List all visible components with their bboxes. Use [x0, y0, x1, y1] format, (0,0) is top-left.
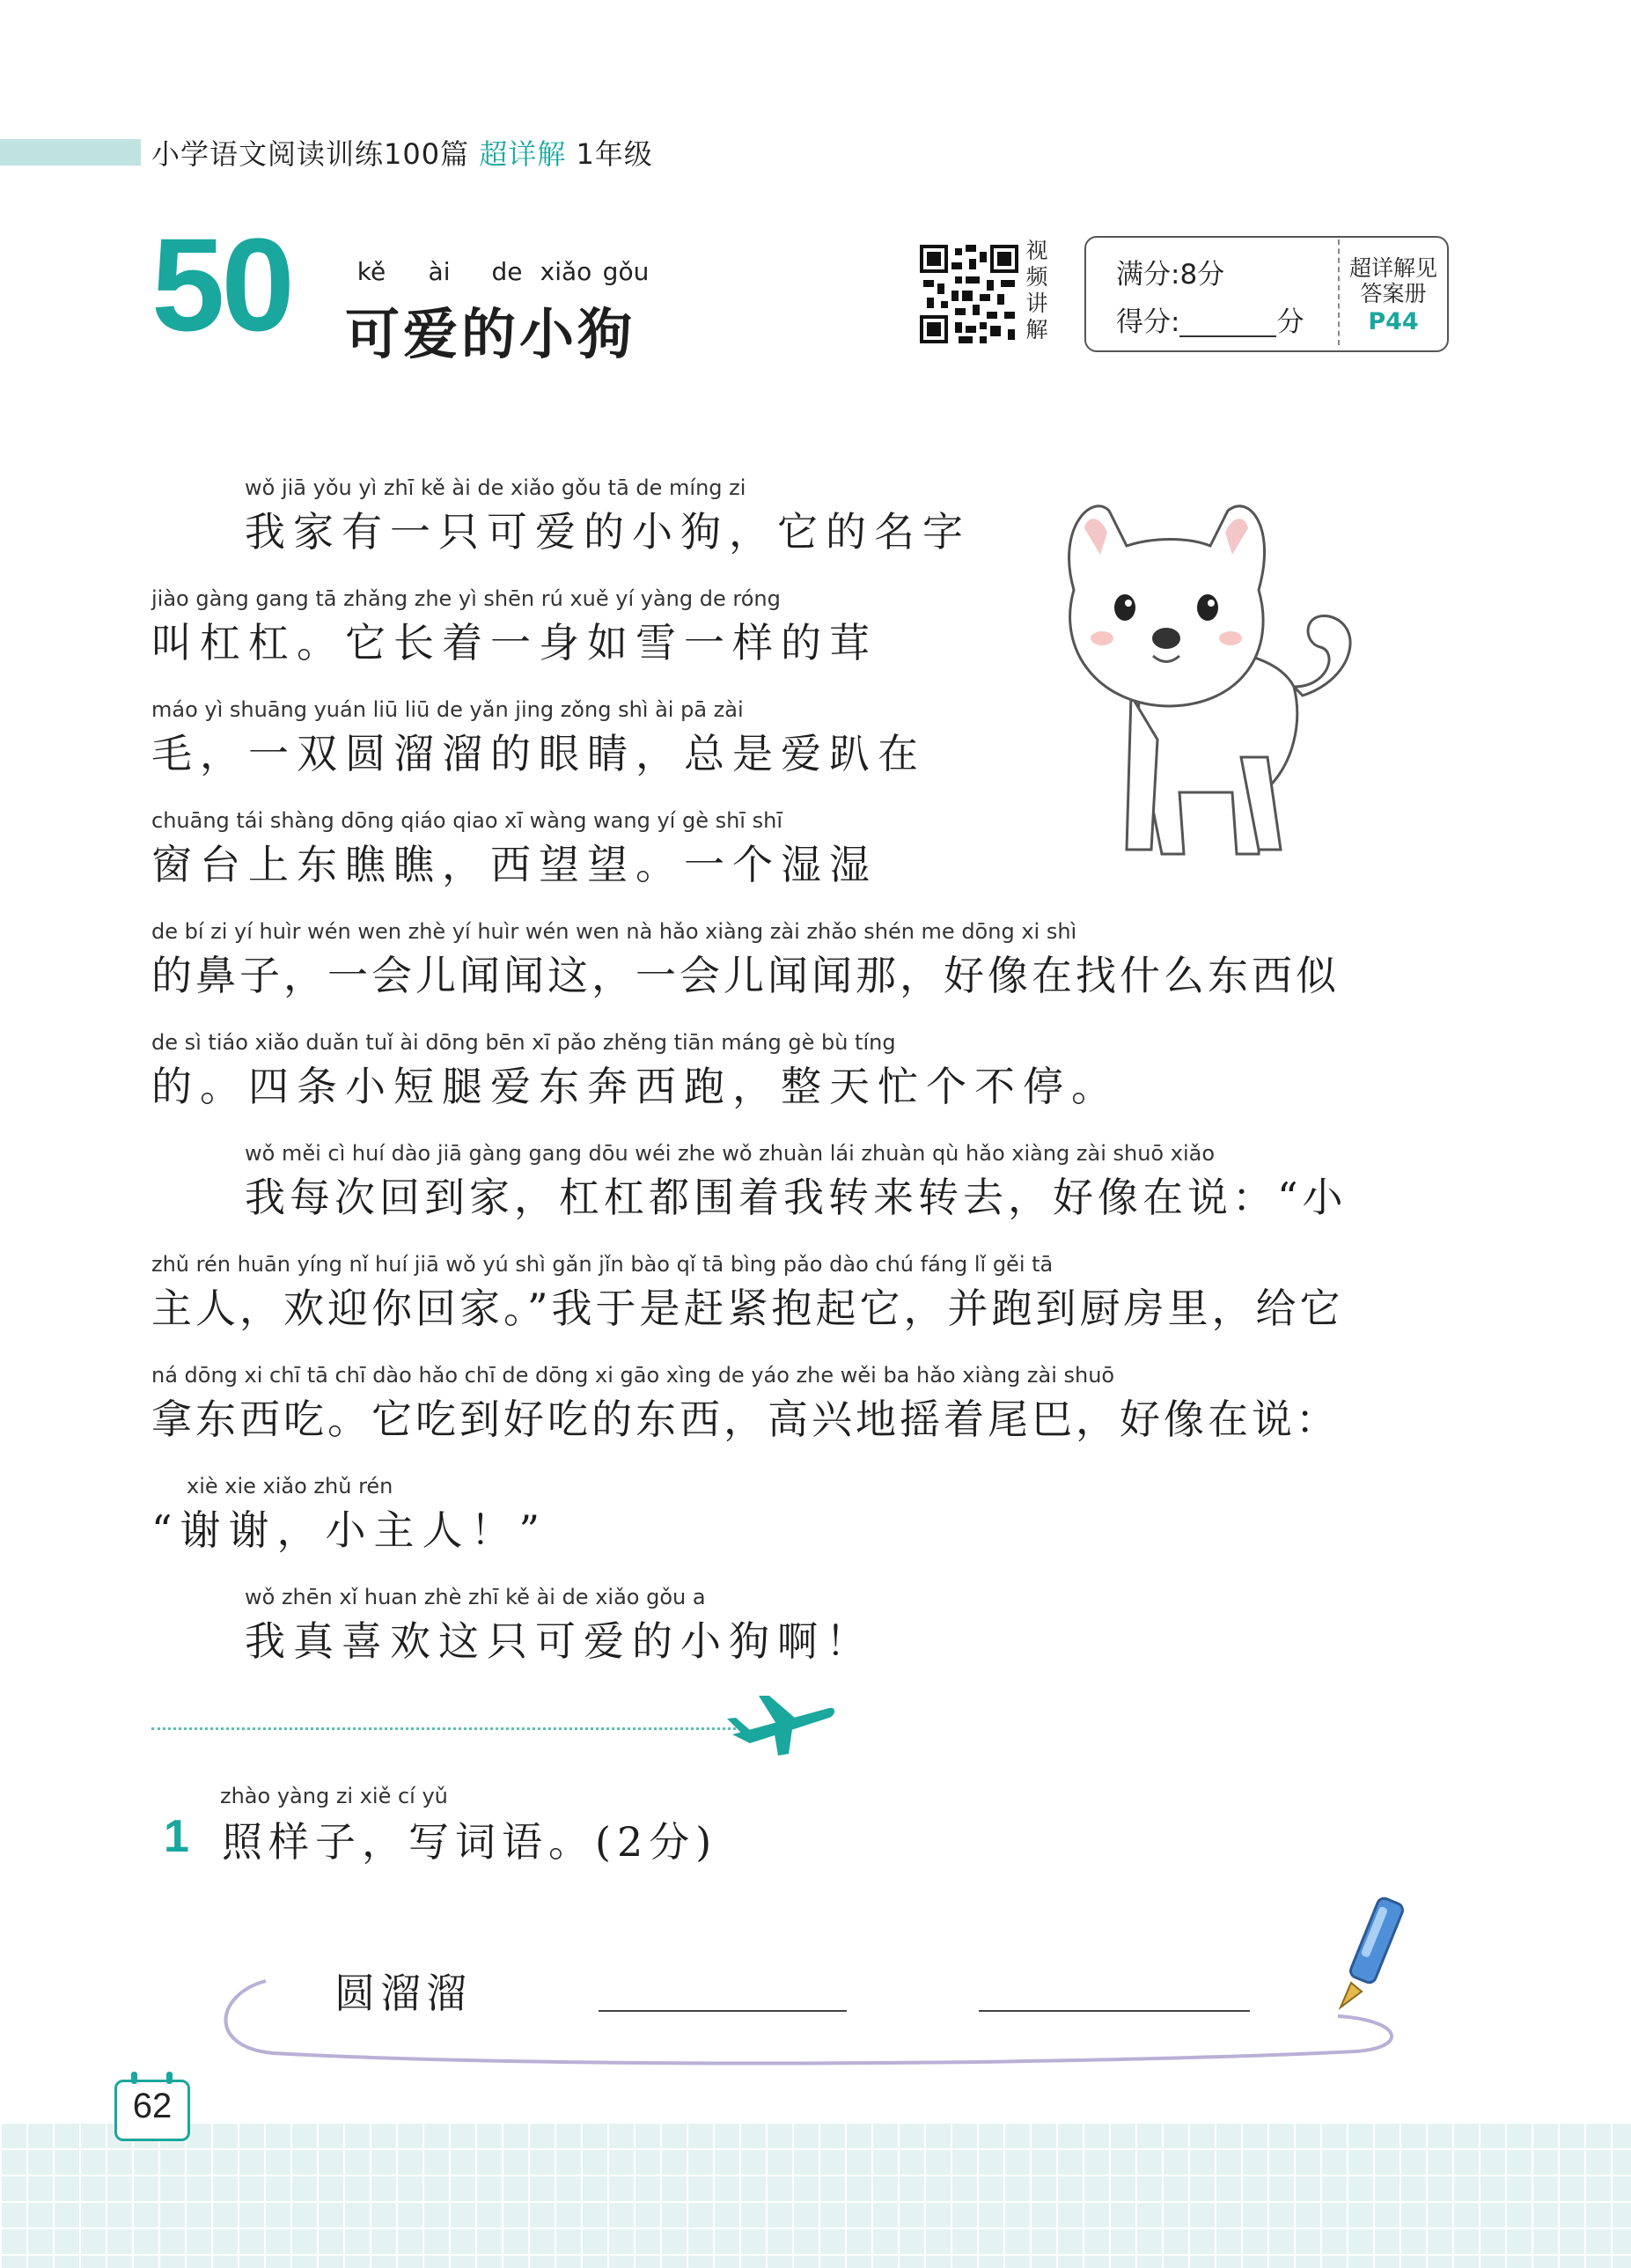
passage-line: ná dōng xi chī tā chī dào hǎo chī de dōng xi gāo xìng de yáo zhe wěi ba hǎo xiàng zài shuō 拿东西吃。它吃到好吃的东西，高兴地摇着尾巴，好像在说： [151, 1363, 1340, 1443]
passage-line: zhǔ rén huān yíng nǐ huí jiā wǒ yú shì gǎn jǐn bào qǐ tā bìng pǎo dào chú fáng lǐ gěi tā 主人，欢迎你回家。”我于是赶紧抱起它，并跑到厨房里，给它 [151, 1252, 1344, 1332]
page-number: 62 [132, 2087, 173, 2125]
qr-code-icon[interactable] [920, 245, 1018, 343]
question-text: 照样子，写词语。(2分) [222, 1818, 718, 1866]
series-title: 小学语文阅读训练100篇 超详解 1年级 [151, 137, 653, 171]
puppy-illustration [1039, 475, 1373, 880]
passage-line: xiè xie xiǎo zhǔ rén “谢谢，小主人！” [151, 1474, 548, 1554]
title-pinyin: kě ài de xiǎo gǒu [356, 257, 650, 286]
video-lecture-label: 视 频 讲 解 [1025, 238, 1048, 342]
answer-page: P44 [1368, 308, 1419, 335]
passage-line: wǒ jiā yǒu yì zhī kě ài de xiǎo gǒu tā de míng zi 我家有一只可爱的小狗，它的名字 [245, 475, 971, 556]
lesson-title: 可爱的小狗 [345, 302, 636, 366]
score-blank[interactable] [1179, 311, 1276, 337]
full-score: 满分:8分 [1116, 259, 1225, 291]
answer-hint: 超详解见答案册 [1348, 255, 1437, 306]
series-accent: 超详解 [479, 137, 567, 171]
grade-label: 1年级 [576, 137, 653, 171]
obtained-score: 得分: 分 [1116, 306, 1304, 338]
example-word: 圆溜溜 [334, 1970, 472, 2017]
question-pinyin: zhào yàng zi xiě cí yǔ [220, 1784, 448, 1808]
passage-line: de sì tiáo xiǎo duǎn tuǐ ài dōng bēn xī pǎo zhěng tiān máng gè bù tíng 的。四条小短腿爱东奔西跑，整天忙个不停。 [151, 1030, 1120, 1110]
passage-line: jiào gàng gang tā zhǎng zhe yì shēn rú xuě yí yàng de róng 叫杠杠。它长着一身如雪一样的茸 [151, 586, 878, 666]
passage-line: wǒ zhēn xǐ huan zhè zhī kě ài de xiǎo gǒu a 我真喜欢这只可爱的小狗啊！ [245, 1585, 874, 1665]
section-divider [151, 1727, 741, 1730]
question-number: 1 [164, 1811, 189, 1862]
answer-blank-1[interactable] [599, 2010, 847, 2012]
passage-line: máo yì shuāng yuán liū liū de yǎn jing zǒng shì ài pā zài 毛，一双圆溜溜的眼睛，总是爱趴在 [151, 697, 926, 777]
score-divider [1338, 239, 1340, 345]
passage-line: de bí zi yí huìr wén wen zhè yí huìr wén wen nà hǎo xiàng zài zhǎo shén me dōng xi shì 的鼻子，一会儿闻闻这，一会儿闻闻那，好像在找什么东西似 [151, 919, 1340, 999]
passage-line: wǒ měi cì huí dào jiā gàng gang dōu wéi zhe wǒ zhuàn lái zhuàn qù hǎo xiàng zài shuō xiǎo 我每次回到家，杠杠都围着我转来转去，好像在说：“小 [245, 1141, 1348, 1221]
footer-grid [0, 2122, 1631, 2268]
answer-blank-2[interactable] [979, 2010, 1250, 2012]
passage-line: chuāng tái shàng dōng qiáo qiao xī wàng wang yí gè shī shī 窗台上东瞧瞧，西望望。一个湿湿 [151, 808, 878, 888]
airplane-icon [724, 1689, 838, 1759]
header-band [0, 139, 141, 166]
pen-icon [1325, 1891, 1422, 2014]
lesson-number: 50 [151, 210, 291, 358]
